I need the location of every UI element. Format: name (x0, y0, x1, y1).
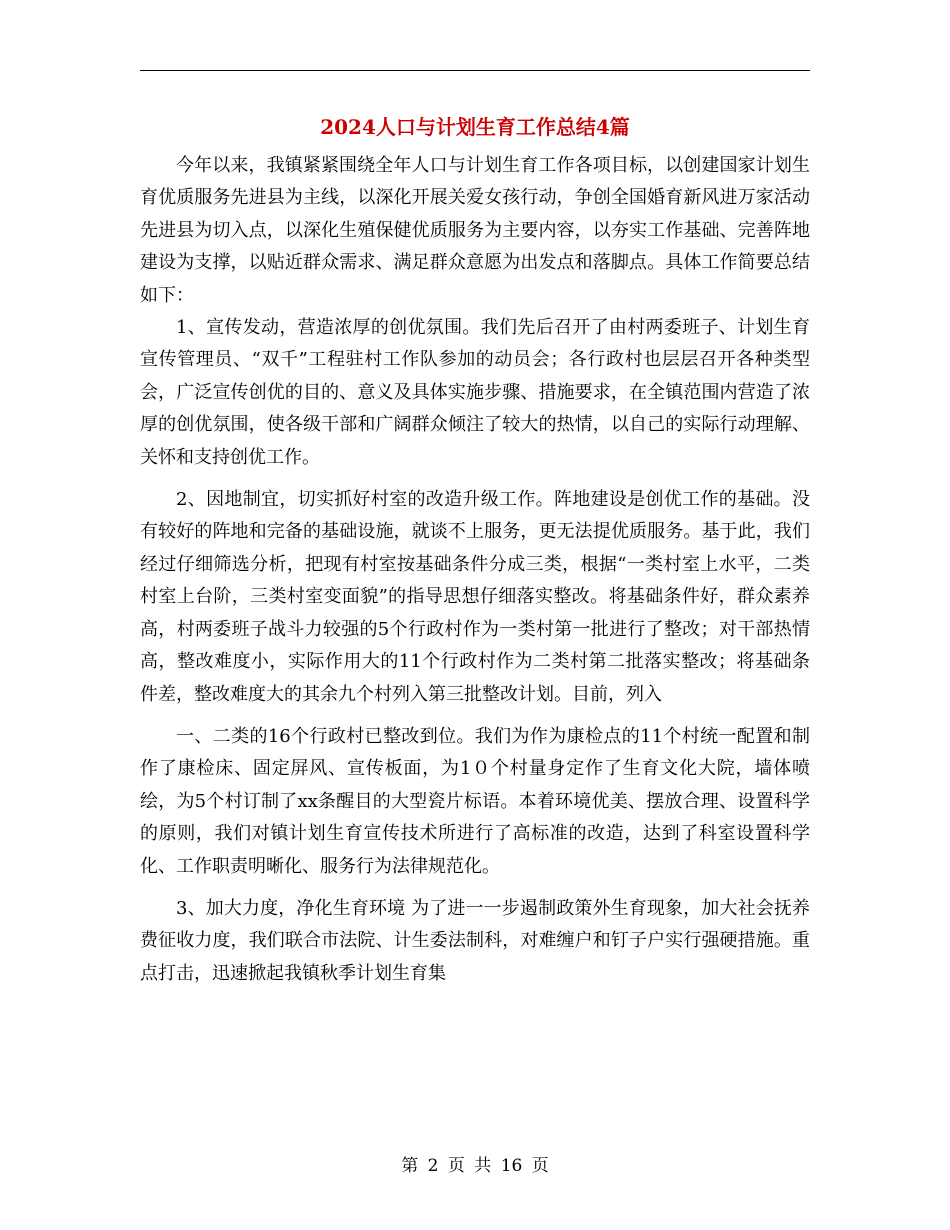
paragraph-publicity: 1、宣传发动，营造浓厚的创优氛围。我们先后召开了由村两委班子、计划生育宣传管理员、“双千”工程驻村工作队参加的动员会；各行政村也层层召开各种类型会，广泛宣传创优的目的、意义及具体实施步骤、措施要求，在全镇范围内营造了浓厚的创优氛围，使各级干部和广阔群众倾注了较大的热情，以自己的实际行动理解、关怀和支持创优工作。 (140, 317, 810, 468)
page-number-footer: 第 2 页 共 16 页 (401, 1156, 549, 1176)
paragraph-enforcement: 3、加大力度，净化生育环境 为了进一一步遏制政策外生育现象，加大社会抚养费征收力度，我们联合市法院、计生委法制科，对难缠户和钉子户实行强硬措施。重点打击，迅速掀起我镇秋季计划生育集 (140, 897, 810, 984)
paragraph-renovation: 2、因地制宜，切实抓好村室的改造升级工作。阵地建设是创优工作的基础。没有较好的阵地和完备的基础设施，就谈不上服务，更无法提优质服务。基于此，我们经过仔细筛选分析，把现有村室按基础条件分成三类，根据“一类村室上水平，二类村室上台阶，三类村室变面貌”的指导思想仔细落实整改。将基础条件好，群众素养高，村两委班子战斗力较强的5个行政村作为一类村第一批进行了整改；对干部热情高，整改难度小，实际作用大的11个行政村作为二类村第二批落实整改；将基础条件差，整改难度大的其余九个村列入第三批整改计划。目前，列入 (140, 489, 810, 705)
paragraph-intro: 今年以来，我镇紧紧围绕全年人口与计划生育工作各项目标，以创建国家计划生育优质服务先进县为主线，以深化开展关爱女孩行动，争创全国婚育新风进万家活动先进县为切入点，以深化生殖保健优质服务为主要内容，以夯实工作基础、完善阵地建设为支撑，以贴近群众需求、满足群众意愿为出发点和落脚点。具体工作简要总结如下： (140, 155, 810, 306)
header-rule (140, 70, 810, 71)
document-title: 2024人口与计划生育工作总结4篇 (320, 115, 630, 139)
document-body (140, 150, 810, 990)
paragraph-progress: 一、二类的16个行政村已整改到位。我们为作为康检点的11个村统一配置和制作了康检床、固定屏风、宣传板面，为1０个村量身定作了生育文化大院，墙体喷绘，为5个村订制了xx条醒目的大型瓷片标语。本着环境优美、摆放合理、设置科学的原则，我们对镇计划生育宣传技术所进行了高标准的改造，达到了科室设置科学化、工作职责明晰化、服务行为法律规范化。 (140, 725, 810, 877)
